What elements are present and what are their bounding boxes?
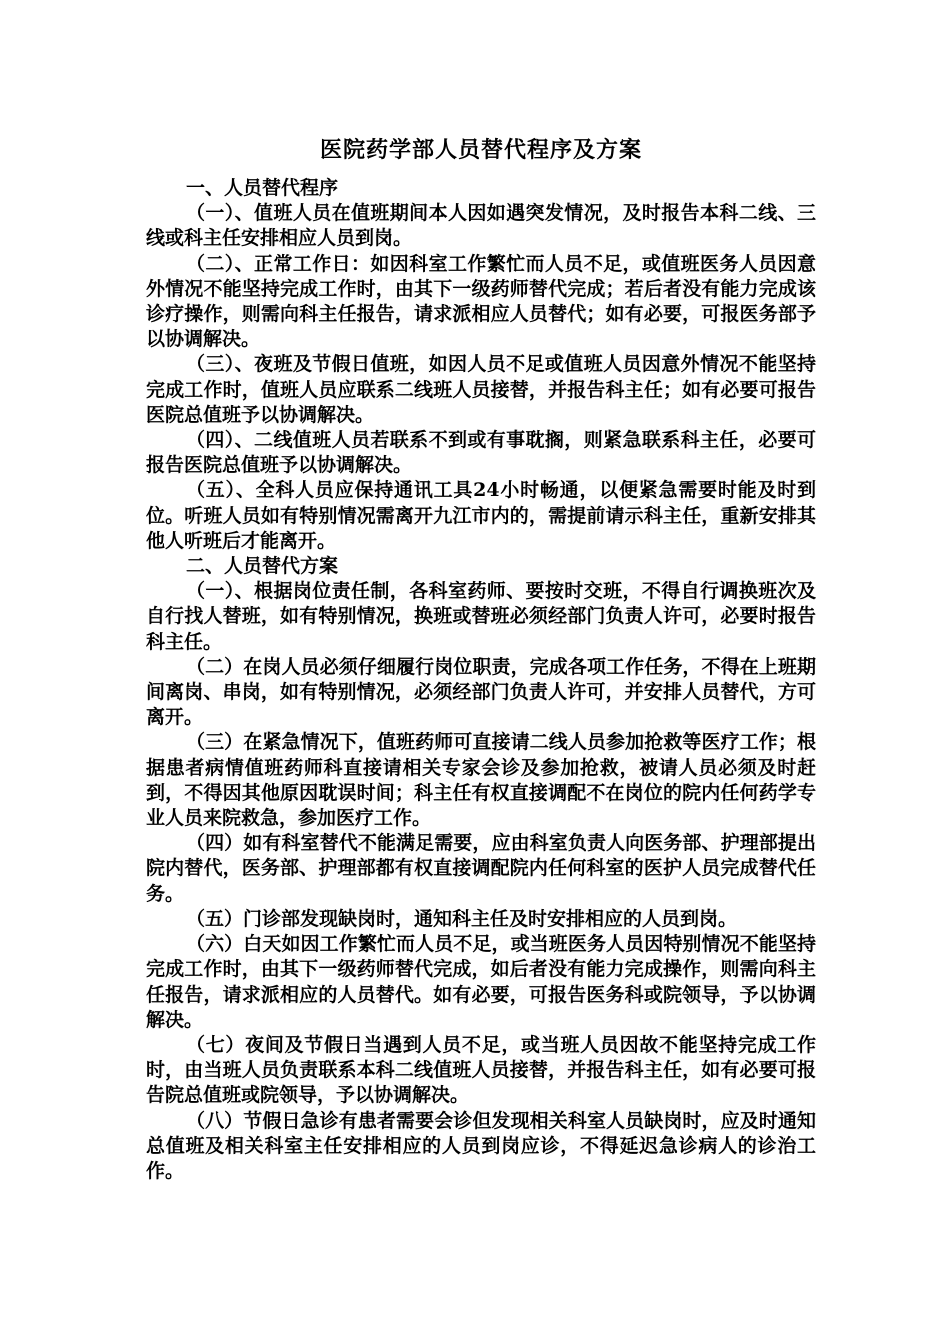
section-heading-plan: 二、人员替代方案	[186, 555, 339, 578]
document-title: 医院药学部人员替代程序及方案	[319, 137, 642, 163]
plan-item-5: （五）门诊部发现缺岗时，通知科主任及时安排相应的人员到岗。	[186, 907, 738, 930]
plan-item-7: （七）夜间及节假日当遇到人员不足，或当班人员因故不能坚持完成工作时，由当班人员负责联系本科二线值班人员接替，并报告科主任，如有必要可报告院总值班或院领导，予以协调解决。	[146, 1033, 816, 1107]
procedure-item-3: （三）、夜班及节假日值班，如因人员不足或值班人员因意外情况不能坚持完成工作时，值班人员应联系二线班人员接替，并报告科主任；如有必要可报告医院总值班予以协调解决。	[146, 353, 816, 426]
plan-item-4: （四）如有科室替代不能满足需要，应由科室负责人向医务部、护理部提出院内替代，医务部、护理部都有权直接调配院内任何科室的医护人员完成替代任务。	[146, 832, 816, 905]
plan-item-8: （八）节假日急诊有患者需要会诊但发现相关科室人员缺岗时，应及时通知总值班及相关科室主任安排相应的人员到岗应诊，不得延迟急诊病人的诊治工作。	[146, 1109, 816, 1182]
plan-item-6: （六）白天如因工作繁忙而人员不足，或当班医务人员因特别情况不能坚持完成工作时，由其下一级药师替代完成，如后者没有能力完成操作，则需向科主任报告，请求派相应的人员替代。如有必要，可报告医务科或院领导，予以协调解决。	[146, 933, 816, 1031]
procedure-item-4: （四）、二线值班人员若联系不到或有事耽搁，则紧急联系科主任，必要可报告医院总值班予以协调解决。	[146, 429, 816, 477]
procedure-item-1: （一）、值班人员在值班期间本人因如遇突发情况，及时报告本科二线、三线或科主任安排相应人员到岗。	[146, 202, 816, 250]
document-body	[146, 134, 816, 1184]
procedure-item-2: （二）、正常工作日：如因科室工作繁忙而人员不足，或值班医务人员因意外情况不能坚持完成工作时，由其下一级药师替代完成；若后者没有能力完成该诊疗操作，则需向科主任报告，请求派相应人员替代；如有必要，可报医务部予以协调解决。	[146, 252, 816, 351]
section-heading-procedure: 一、人员替代程序	[186, 177, 339, 199]
procedure-item-5: （五）、全科人员应保持通讯工具24小时畅通，以便紧急需要时能及时到位。听班人员如有特别情况需离开九江市内的，需提前请示科主任，重新安排其他人听班后才能离开。	[146, 479, 816, 552]
plan-item-3: （三）在紧急情况下，值班药师可直接请二线人员参加抢救等医疗工作；根据患者病情值班药师科直接请相关专家会诊及参加抢救，被请人员必须及时赶到，不得因其他原因耽误时间；科主任有权直接调配不在岗位的院内任何药学专业人员来院救急，参加医疗工作。	[146, 731, 816, 830]
plan-item-1: （一）、根据岗位责任制，各科室药师、要按时交班，不得自行调换班次及自行找人替班，如有特别情况，换班或替班必须经部门负责人许可，必要时报告科主任。	[146, 580, 816, 653]
plan-item-2: （二）在岗人员必须仔细履行岗位职责，完成各项工作任务，不得在上班期间离岗、串岗，如有特别情况，必须经部门负责人许可，并安排人员替代，方可离开。	[146, 655, 816, 729]
